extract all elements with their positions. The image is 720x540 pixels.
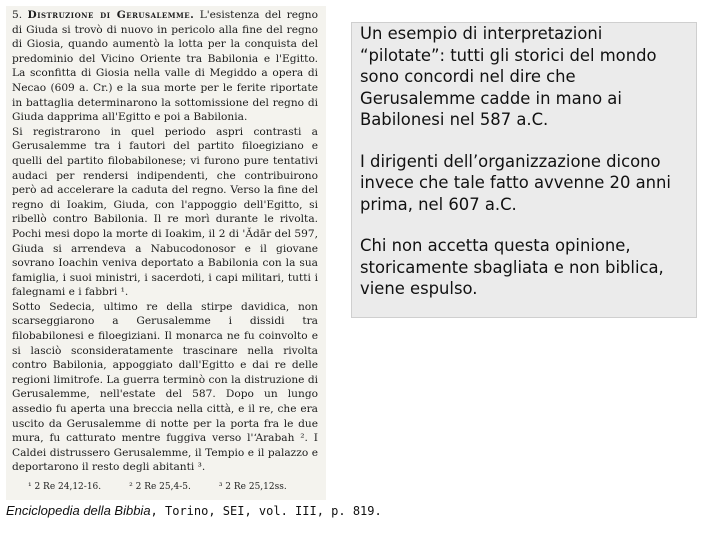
commentary-paragraph-1: Un esempio di interpretazioni “pilotate”: tutti gli storici del mondo sono concordi nel dire che Gerusalemme cadde in mano ai Babilonesi nel 587 a.C. [360,24,657,129]
heading-title: Distruzione di Gerusalemme. [27,9,195,21]
commentary-box [351,22,697,318]
scan-paragraph-1 [12,8,318,125]
scan-paragraph-2: Si registrarono in quel periodo aspri contrasti a Gerusalemme tra i fautori del partito filoegiziano e quelli del partito filobabilonese; vi furono pure tentativi audaci per rendersi indipendenti, che contribuirono però ad accelerare la caduta del regno. Verso la fine del regno di Ioakim, Giuda, con l'appoggio dell'Egitto, si ribellò contro Babilonia. Il re morì durante le rivolta. Pochi mesi dopo la morte di Ioakim, il 2 di 'Ădār del 597, Giuda si arrendeva a Nabucodonosor e il giovane sovrano Ioachin veniva deportato a Babilonia con la sua famiglia, i suoi ministri, i sacerdoti, i capi militari, tutti i falegnami e i fabbri ¹. [12,125,318,299]
footnote-2: ² 2 Re 25,4-5. [129,482,191,492]
source-citation [6,503,382,518]
footnotes [28,482,324,492]
commentary-paragraph-2: I dirigenti dell’organizzazione dicono invece che tale fatto avvenne 20 anni prima, nel 607 a.C. [360,151,671,214]
paragraph-1-text: L'esistenza del regno di Giuda si trovò di nuovo in pericolo alla fine del regno di Giosia, quando aumentò la lotta per la conquista del predominio del Vicino Oriente tra Babilonia e l'Egitto. La sconfitta di Giosia nella valle di Megiddo a opera di Necao (609 a. Cr.) e la sua morte per le ferite riportate in battaglia determinarono la sottomissione del regno di Giuda dapprima all'Egitto e poi a Babilonia. [12,9,319,124]
scan-text [12,8,318,475]
encyclopedia-scan [6,6,326,500]
citation-title: Enciclopedia della Bibbia [6,503,151,518]
footnote-1: ¹ 2 Re 24,12-16. [28,482,102,492]
heading-number: 5. [12,9,23,21]
commentary-paragraph-3: Chi non accetta questa opinione, storicamente sbagliata e non biblica, viene espulso. [360,236,664,298]
scan-paragraph-3: Sotto Sedecia, ultimo re della stirpe davidica, non scarseggiarono a Gerusalemme i dissidi tra filobabilonesi e filoegiziani. Il monarca ne fu coinvolto e si lasciò sconsideratamente trascinare nella rivolta contro Babilonia, appoggiato dall'Egitto e dai re delle regioni limitrofe. La guerra terminò con la distruzione di Gerusalemme, nell'estate del 587. Dopo un lungo assedio fu aperta una breccia nella città, e il re, che era uscito da Gerusalemme di notte per la porta fra le due mura, fu catturato mentre fuggiva verso l'ʻArabah ². I Caldei distrussero Gerusalemme, il Tempio e il palazzo e deportarono il resto degli abitanti ³. [12,300,318,474]
citation-details: , Torino, SEI, vol. III, p. 819. [150,504,382,518]
footnote-3: ³ 2 Re 25,12ss. [218,482,287,492]
